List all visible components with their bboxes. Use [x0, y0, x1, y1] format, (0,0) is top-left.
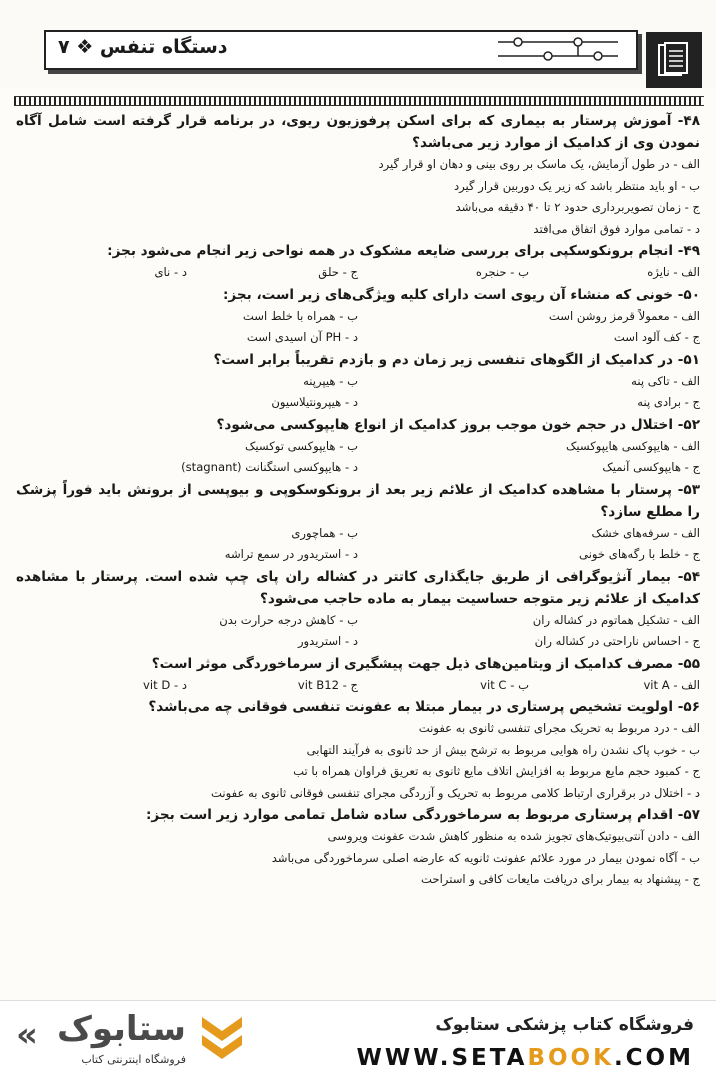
option: الف - تاکی پنه — [631, 373, 700, 388]
chapter-banner — [44, 30, 638, 70]
logo-wordmark: ستابوک — [57, 1009, 186, 1049]
double-chevron-icon: « — [16, 1015, 38, 1055]
website-prefix: WWW.SETA — [356, 1045, 528, 1071]
options-row — [16, 523, 700, 545]
option: ب - هماچوری — [291, 525, 358, 540]
option: الف - معمولاً قرمز روشن است — [548, 308, 700, 323]
options-row — [16, 327, 700, 349]
option: ب - هیپرپنه — [303, 373, 358, 388]
question-56 — [16, 696, 700, 804]
option: الف - دادن آنتی‌بیوتیک‌های تجویز شده به منظور کاهش شدت عفونت ویروسی — [327, 829, 700, 843]
option: ب - کاهش درجه حرارت بدن — [219, 612, 358, 627]
option: الف - در طول آزمایش، یک ماسک بر روی بینی و دهان او قرار گیرد — [378, 157, 700, 171]
store-logo[interactable] — [16, 1009, 186, 1073]
option: الف - تشکیل هماتوم در کشاله ران — [532, 612, 700, 627]
option: ب - خوب پاک نشدن راه هوایی مربوط به ترشح بیش از حد ثانوی به فرآیند التهابی — [306, 742, 700, 757]
option: د - تمامی موارد فوق اتفاق می‌افتد — [533, 221, 700, 236]
option: ب - vit C — [480, 677, 529, 692]
option: الف - درد مربوط به تحریک مجرای تنفسی ثانوی به عفونت — [418, 721, 700, 735]
question-text: ۵۳- پرستار با مشاهده کدامیک از علائم زیر بعد از برونکوسکوپی و بیوپسی از برونش باید فوراً پزشک را مطلع سازد؟ — [16, 481, 700, 520]
book-pages-icon — [646, 32, 702, 88]
option: د - هایپوکسی استگنانت (stagnant) — [181, 460, 358, 474]
option: ج - احساس ناراحتی در کشاله ران — [534, 634, 700, 648]
option: ج - خلط با رگه‌های خونی — [579, 547, 700, 561]
question-54 — [16, 566, 700, 653]
question-52 — [16, 414, 700, 479]
options-row — [16, 392, 700, 414]
options-row — [16, 371, 700, 393]
option: الف - vit A — [643, 677, 700, 692]
question-48 — [16, 110, 700, 240]
question-text: ۵۱- در کدامیک از الگوهای تنفسی زیر زمان دم و بازدم تقریباً برابر است؟ — [213, 351, 700, 368]
option: د - استریدور در سمع تراشه — [224, 547, 358, 561]
question-55 — [16, 653, 700, 697]
question-50 — [16, 284, 700, 349]
logo-tagline: فروشگاه اینترنتی کتاب — [81, 1053, 186, 1066]
option: ب - حنجره — [475, 265, 529, 279]
option: ج - حلق — [318, 265, 358, 279]
website-suffix: .COM — [613, 1045, 694, 1071]
options-row — [16, 544, 700, 566]
website-accent: BOOK — [527, 1045, 614, 1071]
options-row — [16, 436, 700, 458]
options-row — [16, 306, 700, 328]
question-53 — [16, 479, 700, 566]
option: د - استریدور — [297, 634, 358, 648]
question-text: ۵۴- بیمار آنژیوگرافی از طریق جایگذاری کاتتر در کشاله ران پای چپ شده است. پرستار با مشاهده کدامیک از علائم زیر متوجه حساسیت بیمار به ماده حاجب می‌شود؟ — [16, 568, 700, 607]
header-divider — [14, 96, 704, 106]
option: ج - برادی پنه — [637, 395, 700, 409]
option: ج - زمان تصویربرداری حدود ۲ تا ۴۰ دقیقه می‌باشد — [455, 200, 700, 214]
option: ج - vit B12 — [297, 677, 358, 692]
options-row — [16, 631, 700, 653]
question-text: ۵۶- اولویت تشخیص پرستاری در بیمار مبتلا به عفونت تنفسی فوقانی چه می‌باشد؟ — [148, 699, 700, 715]
option: ب - او باید منتظر باشد که زیر یک دوربین قرار گیرد — [453, 178, 700, 193]
chapter-title: دستگاه تنفس ❖ ۷ — [58, 36, 228, 58]
question-text: ۵۵- مصرف کدامیک از ویتامین‌های ذیل جهت پیشگیری از سرماخوردگی موثر است؟ — [151, 655, 700, 672]
question-list — [16, 110, 700, 1000]
option: ب - آگاه نمودن بیمار در مورد علائم عفونت ثانویه که عارضه اصلی سرماخوردگی می‌باشد — [271, 850, 700, 865]
website-link[interactable] — [357, 1045, 694, 1071]
question-51 — [16, 349, 700, 414]
options-row — [16, 610, 700, 632]
stacked-chevron-logo-icon — [196, 1011, 248, 1067]
question-57 — [16, 804, 700, 891]
option: ج - هایپوکسی آنمیک — [602, 460, 700, 474]
question-text: ۵۷- اقدام پرستاری مربوط به سرماخوردگی ساده شامل تمامی موارد زیر است بجز: — [145, 807, 700, 823]
option: الف - هایپوکسی هایپوکسیک — [566, 438, 700, 453]
option: الف - سرفه‌های خشک — [591, 525, 700, 540]
question-text: ۴۸- آموزش پرستار به بیماری که برای اسکن پرفوزیون ریوی، در برنامه قرار گرفته است شامل آگاه نمودن وی از کدامیک از موارد زیر می‌باشد؟ — [16, 113, 700, 151]
option: ج - کمبود حجم مایع مربوط به افزایش اتلاف مایع ثانوی به تعریق فراوان همراه با تب — [293, 764, 700, 778]
circuit-decoration-icon — [498, 36, 618, 62]
option: ج - پیشنهاد به بیمار برای دریافت مایعات کافی و استراحت — [421, 872, 700, 886]
options-row — [16, 457, 700, 479]
options-row — [16, 675, 700, 697]
option: د - نای — [154, 265, 187, 279]
option: د - vit D — [143, 677, 187, 692]
option: الف - نایژه — [647, 265, 700, 279]
question-text: ۵۰- خونی که منشاء آن ریوی است دارای کلیه ویژگی‌های زیر است، بجز: — [222, 286, 700, 303]
option: ب - همراه با خلط است — [242, 308, 358, 323]
option: د - اختلال در برقراری ارتباط کلامی مربوط به تحریک و آزردگی مجرای تنفسی فوقانی ثانوی به عفونت — [211, 785, 700, 800]
store-name: فروشگاه کتاب پزشکی ستابوک — [435, 1015, 694, 1035]
option: ج - کف آلود است — [613, 330, 700, 344]
question-49 — [16, 240, 700, 284]
options-row — [16, 262, 700, 284]
option: د - PH آن اسیدی است — [246, 330, 358, 344]
question-text: ۴۹- انجام برونکوسکپی برای بررسی ضایعه مشکوک در همه نواحی زیر انجام می‌شود بجز: — [107, 243, 700, 259]
store-footer — [0, 1000, 716, 1081]
question-text: ۵۲- اختلال در حجم خون موجب بروز کدامیک از انواع هایپوکسی می‌شود؟ — [216, 416, 700, 433]
option: د - هیپرونتیلاسیون — [271, 395, 358, 409]
page-header — [0, 0, 716, 88]
option: ب - هایپوکسی توکسیک — [245, 438, 358, 453]
